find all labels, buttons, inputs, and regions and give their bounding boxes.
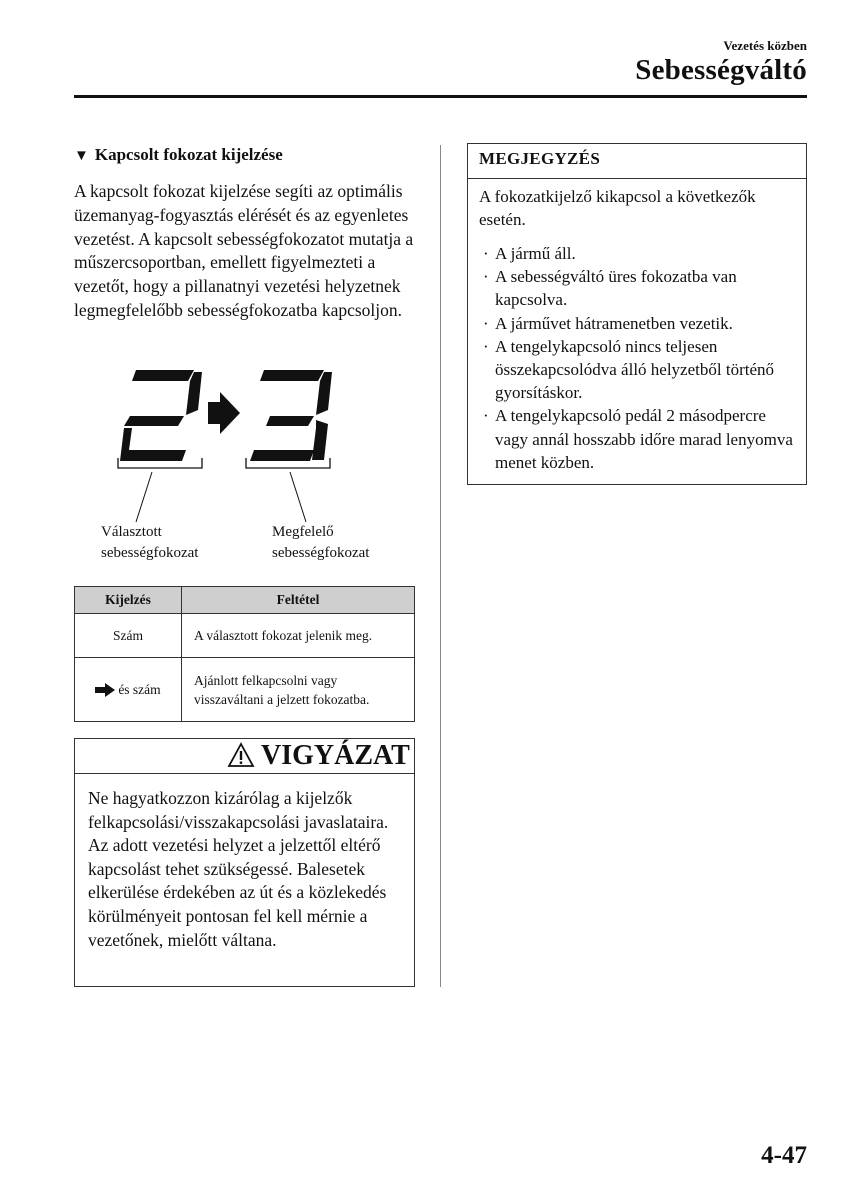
left-caption-line-1: Választott xyxy=(101,524,162,540)
bullet-icon: · xyxy=(483,336,489,356)
right-caption xyxy=(272,522,369,564)
page-title: Sebességváltó xyxy=(635,54,807,86)
bullet-icon: · xyxy=(483,267,489,287)
section-heading xyxy=(74,145,283,165)
note-title: MEGJEGYZÉS xyxy=(479,149,601,168)
table-header: Kijelzés xyxy=(75,587,182,614)
table-cell-display xyxy=(75,658,182,722)
left-caption xyxy=(101,522,198,564)
column-divider xyxy=(440,145,441,987)
list-item-text: A jármű áll. xyxy=(495,244,576,263)
warning-box xyxy=(74,738,415,987)
list-item xyxy=(483,312,803,335)
right-caption-line-2: sebességfokozat xyxy=(272,545,370,561)
table-header-row xyxy=(75,587,415,614)
list-item-text: A járművet hátramenetben vezetik. xyxy=(495,313,733,333)
page-number: 4-47 xyxy=(761,1142,807,1169)
table-cell-condition: A választott fokozat jelenik meg. xyxy=(182,614,415,658)
list-item xyxy=(483,335,803,405)
table-cell-display: Szám xyxy=(75,614,182,658)
list-item xyxy=(483,242,803,265)
bullet-icon: · xyxy=(483,244,489,263)
list-item-text: A sebességváltó üres fokozatba van kapcsolva. xyxy=(495,267,737,310)
warning-header xyxy=(75,739,414,774)
bullet-icon: · xyxy=(483,313,489,333)
section-body: A kapcsolt fokozat kijelzése segíti az optimális üzemanyag-fogyasztás elérését és az egyenletes vezetést. A kapcsolt sebességfokozatot mutatja a műszercsoportban, emellett figyelmezteti a vezetőt, hogy a pillanatnyi vezetési helyzetnek legmegfelelőbb sebességfokozatba kapcsoljon. xyxy=(74,181,414,320)
note-box xyxy=(467,143,807,485)
right-caption-line-1: Megfelelő xyxy=(272,524,334,540)
arrow-right-icon xyxy=(95,683,115,697)
table-cell-display-text: és szám xyxy=(118,681,161,697)
list-item xyxy=(483,404,803,474)
warning-triangle-icon xyxy=(227,742,255,768)
bullet-icon: · xyxy=(483,406,489,426)
table-row xyxy=(75,658,415,722)
list-item-text: A tengelykapcsoló pedál 2 másodpercre vagy annál hosszabb időre marad lenyomva menet közben. xyxy=(495,406,793,472)
section-label: Vezetés közben xyxy=(723,38,807,53)
gear-indicator-diagram xyxy=(74,364,419,564)
left-caption-line-2: sebességfokozat xyxy=(101,545,199,561)
note-header xyxy=(468,144,806,179)
list-item xyxy=(483,265,803,311)
table-header: Feltétel xyxy=(182,587,415,614)
section-heading-text: Kapcsolt fokozat kijelzése xyxy=(94,145,283,164)
warning-title: VIGYÁZAT xyxy=(261,740,410,771)
heading-triangle-icon: ▼ xyxy=(74,148,89,164)
header-rule xyxy=(74,95,807,98)
indicator-table xyxy=(74,586,415,722)
list-item-text: A tengelykapcsoló nincs teljesen összekapcsolódva álló helyzetből történő gyorsításkor. xyxy=(495,336,774,403)
note-list xyxy=(483,242,803,474)
table-cell-condition: Ajánlott felkapcsolni vagy visszaváltani a jelzett fokozatba. xyxy=(182,658,415,722)
note-intro: A fokozatkijelző kikapcsol a következők esetén. xyxy=(479,187,756,229)
warning-text: Ne hagyatkozzon kizárólag a kijelzők felkapcsolási/visszakapcsolási javaslataira. Az adott vezetési helyzet a jelzettől eltérő kapcsolást tehet szükségessé. Balesetek elkerülése érdekében az út és a közlekedés körülményeit pontosan fel kell mérnie a vezetőnek, mielőtt váltana. xyxy=(88,788,389,950)
table-row xyxy=(75,614,415,658)
